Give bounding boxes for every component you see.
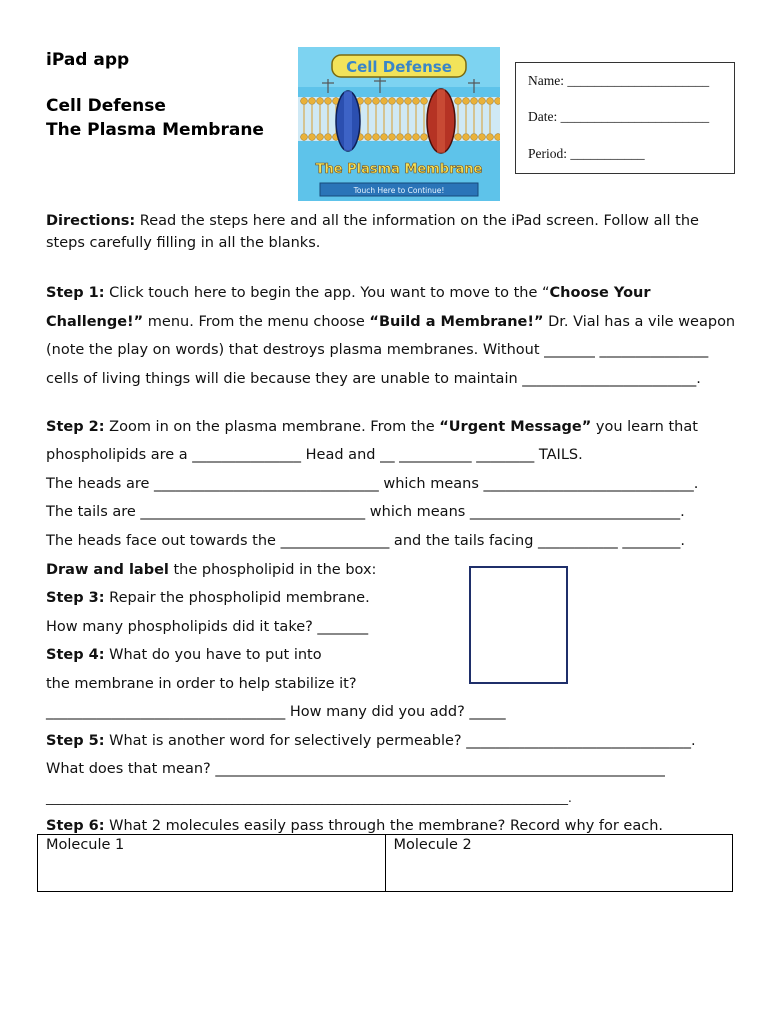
step1-bold-1: Choose Your — [549, 285, 651, 301]
header-app-label: iPad app — [46, 50, 130, 70]
step6-label: Step 6: — [46, 818, 105, 834]
step1-line-1 — [46, 284, 651, 302]
image-subtitle-text: The Plasma Membrane — [315, 162, 483, 177]
step6-text-1: What 2 molecules easily pass through the membrane? Record why for each. — [104, 818, 664, 834]
step1-text-1: Click touch here to begin the app. You want to move to the “ — [104, 285, 550, 301]
molecule-2-header: Molecule 2 — [393, 837, 472, 853]
name-field[interactable]: Name: _____________________ — [528, 73, 710, 88]
step5-line-2[interactable]: What does that mean? ______________________________________________________________ — [46, 761, 665, 777]
step6-line-1 — [46, 817, 663, 835]
step4-label: Step 4: — [46, 647, 105, 663]
step3-label: Step 3: — [46, 590, 105, 606]
step5-line-3[interactable]: _______________________________________________________________________________________. — [46, 791, 572, 805]
step2-bold-1: “Urgent Message” — [439, 419, 592, 435]
step2-draw-line — [46, 561, 376, 579]
date-field[interactable]: Date: ______________________ — [528, 109, 710, 124]
step1-text-2: menu. From the menu choose — [143, 314, 370, 330]
step2-line-1 — [46, 418, 698, 436]
step4-line-2: the membrane in order to help stabilize it? — [46, 676, 357, 692]
header-title: Cell Defense — [46, 96, 166, 116]
step4-text-1: What do you have to put into — [104, 647, 322, 663]
draw-and-label-text: the phospholipid in the box: — [168, 562, 377, 578]
molecule-2-cell[interactable] — [385, 835, 733, 892]
step1-bold-3: “Build a Membrane!” — [369, 314, 544, 330]
step1-line-2 — [46, 313, 735, 331]
drawing-box[interactable] — [469, 566, 568, 684]
step3-text-1: Repair the phospholipid membrane. — [104, 590, 370, 606]
step1-label: Step 1: — [46, 285, 105, 301]
student-info-box — [515, 62, 735, 174]
step5-line-1[interactable] — [46, 732, 696, 750]
continue-button-text: Touch Here to Continue! — [353, 186, 445, 195]
step1-line-4[interactable]: cells of living things will die because they are unable to maintain ________________________. — [46, 371, 701, 387]
step2-text-1: Zoom in on the plasma membrane. From the — [104, 419, 440, 435]
header-subtitle: The Plasma Membrane — [46, 120, 264, 140]
step3-line-2[interactable]: How many phospholipids did it take? _______ — [46, 619, 369, 635]
step1-line-3[interactable]: (note the play on words) that destroys plasma membranes. Without _______ _______________ — [46, 342, 709, 358]
draw-and-label-bold: Draw and label — [46, 562, 169, 578]
step4-line-3[interactable]: _________________________________ How many did you add? _____ — [46, 704, 506, 720]
molecule-table — [37, 834, 733, 892]
molecule-1-cell[interactable] — [38, 835, 386, 892]
directions-label: Directions: — [46, 213, 136, 229]
directions-line-1 — [46, 212, 699, 230]
step2-line-2[interactable]: phospholipids are a _______________ Head and __ __________ ________ TAILS. — [46, 447, 583, 463]
directions-line-2: steps carefully filling in all the blanks. — [46, 235, 321, 251]
step1-bold-2: Challenge!” — [46, 314, 144, 330]
step2-line-5[interactable]: The heads face out towards the _______________ and the tails facing ___________ ________. — [46, 533, 685, 549]
step2-label: Step 2: — [46, 419, 105, 435]
step2-line-4[interactable]: The tails are _______________________________ which means _____________________________. — [46, 504, 685, 520]
molecule-1-header: Molecule 1 — [46, 837, 125, 853]
step3-line-1 — [46, 589, 370, 607]
period-field[interactable]: Period: ___________ — [528, 146, 645, 161]
image-title-text: Cell Defense — [346, 58, 452, 76]
step2-line-3[interactable]: The heads are _______________________________ which means _____________________________. — [46, 476, 699, 492]
step5-text-1: What is another word for selectively permeable? _______________________________. — [104, 733, 696, 749]
step4-line-1 — [46, 646, 322, 664]
step5-label: Step 5: — [46, 733, 105, 749]
cell-defense-app-image — [298, 47, 500, 201]
directions-text-1: Read the steps here and all the information on the iPad screen. Follow all the — [135, 213, 699, 229]
step2-text-2: you learn that — [591, 419, 698, 435]
step1-text-3: Dr. Vial has a vile weapon — [543, 314, 736, 330]
